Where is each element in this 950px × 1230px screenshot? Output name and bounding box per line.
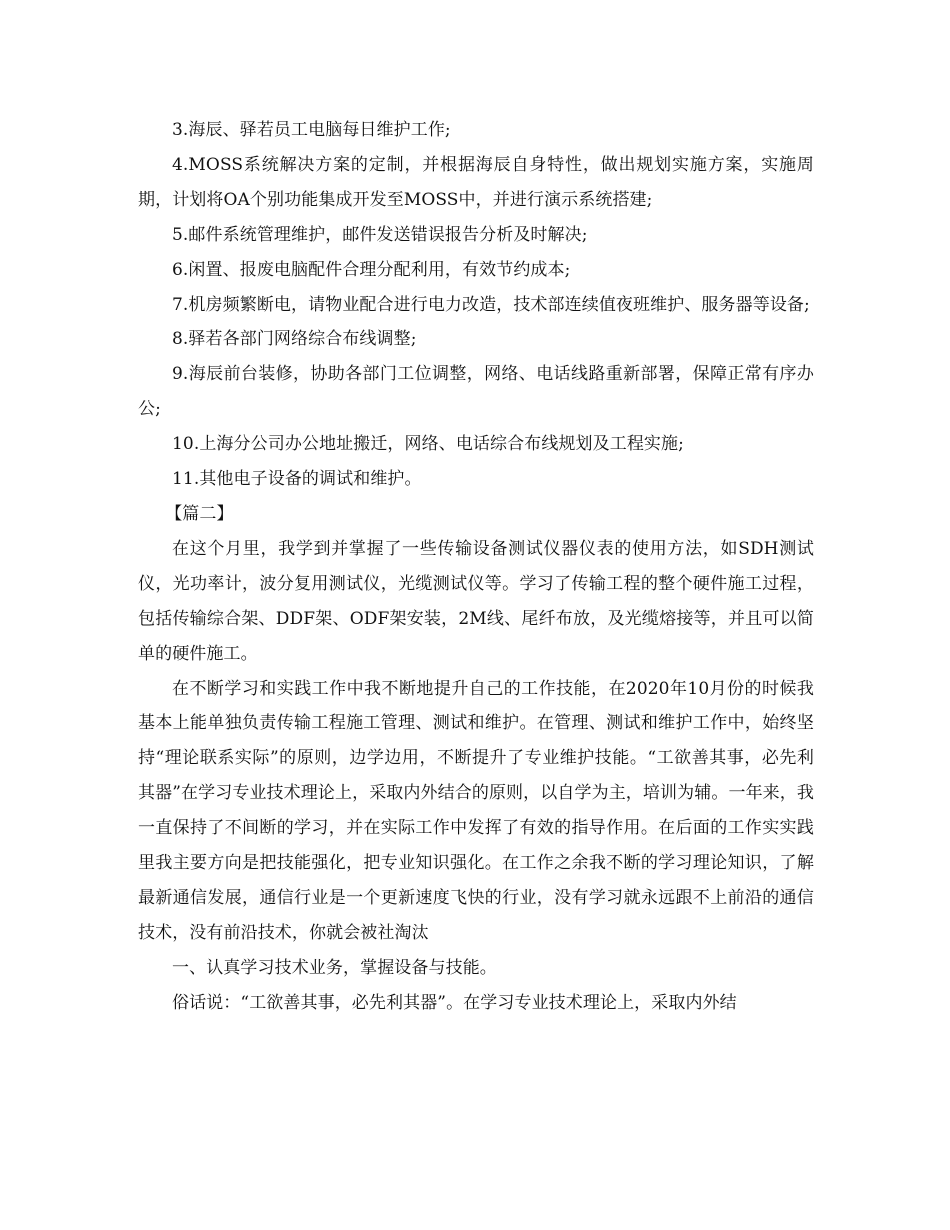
paragraph-item-4: 4.MOSS系统解决方案的定制，并根据海辰自身特性，做出规划实施方案，实施周期，计划将OA个别功能集成开发至MOSS中，并进行演示系统搭建; [138,154,814,210]
paragraph-item-10: 10.上海分公司办公地址搬迁，网络、电话综合布线规划及工程实施; [172,434,684,455]
paragraph-item-11: 11.其他电子设备的调试和维护。 [172,469,422,490]
paragraph-item-9: 9.海辰前台装修，协助各部门工位调整，网络、电话线路重新部署，保障正常有序办公; [138,364,814,420]
paragraph-item-8: 8.驿若各部门网络综合布线调整; [172,329,417,350]
paragraph-body: 在这个月里，我学到并掌握了一些传输设备测试仪器仪表的使用方法，如SDH测试仪，光功率计，波分复用测试仪，光缆测试仪等。学习了传输工程的整个硬件施工过程，包括传输综合架、DDF架、ODF架安装，2M线、尾纤布放，及光缆熔接等，并且可以简单的硬件施工。 [138,538,814,664]
paragraph-item-6: 6.闲置、报废电脑配件合理分配利用，有效节约成本; [172,259,571,280]
paragraph-body: 在不断学习和实践工作中我不断地提升自己的工作技能，在2020年10月份的时候我基本上能单独负责传输工程施工管理、测试和维护。在管理、测试和维护工作中，始终坚持“理论联系实际”的原则，边学边用，不断提升了专业维护技能。“工欲善其事，必先利其器”在学习专业技术理论上，采取内外结合的原则，以自学为主，培训为辅。一年来，我一直保持了不间断的学习，并在实际工作中发挥了有效的指导作用。在后面的工作实实践里我主要方向是把技能强化，把专业知识强化。在工作之余我不断的学习理论知识，了解最新通信发展，通信行业是一个更新速度飞快的行业，没有学习就永远跟不上前沿的通信技术，没有前沿技术，你就会被社淘汰 [138,678,814,943]
subsection-heading: 一、认真学习技术业务，掌握设备与技能。 [172,957,497,978]
paragraph-item-5: 5.邮件系统管理维护，邮件发送错误报告分析及时解决; [172,224,588,245]
paragraph-body: 俗话说：“工欲善其事，必先利其器”。在学习专业技术理论上，采取内外结 [172,992,737,1013]
section-heading: 【篇二】 [165,503,234,524]
paragraph-item-7: 7.机房频繁断电，请物业配合进行电力改造，技术部连续值夜班维护、服务器等设备; [172,294,810,315]
document-body [138,113,814,1021]
paragraph-item-3: 3.海辰、驿若员工电脑每日维护工作; [172,120,451,140]
